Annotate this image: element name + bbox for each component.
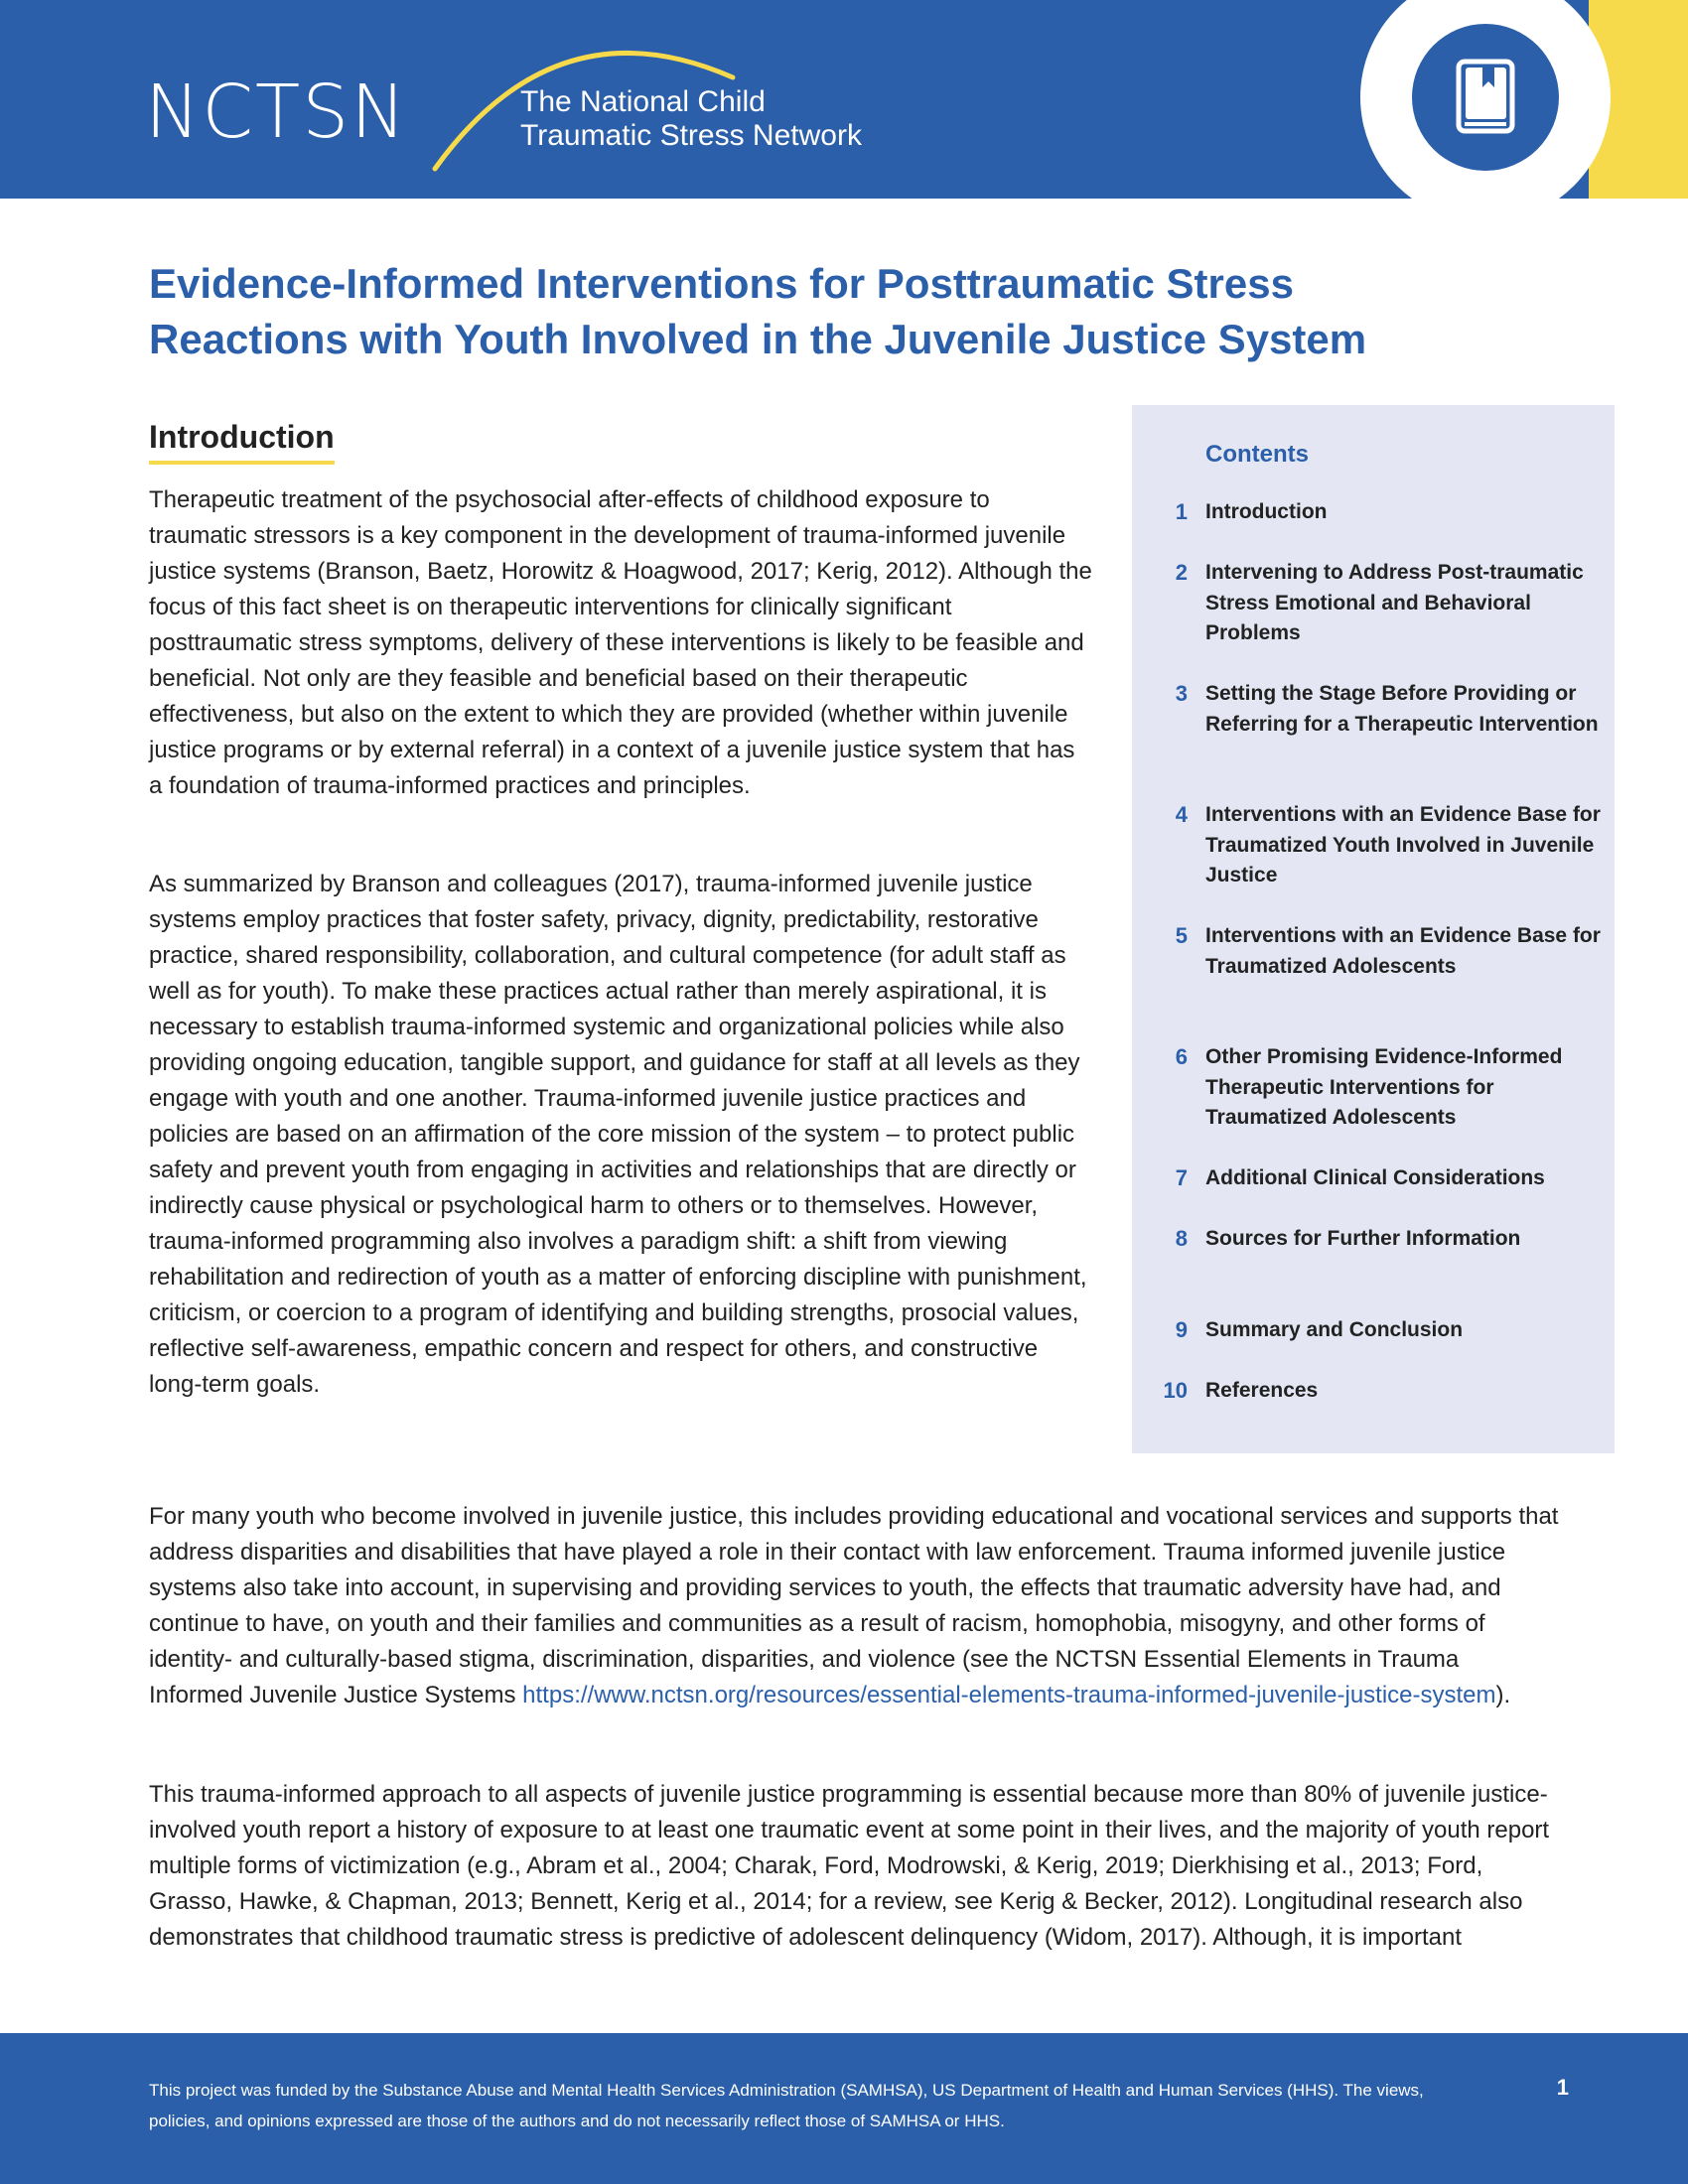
essential-elements-link[interactable]: https://www.nctsn.org/resources/essential-elements-trauma-informed-juvenile-justice-system [522, 1682, 1496, 1708]
page-title-line2: Reactions with Youth Involved in the Juvenile Justice System [149, 316, 1367, 362]
toc-number: 5 [1175, 923, 1188, 948]
intro-paragraph-2: As summarized by Branson and colleagues (2017), trauma-informed juvenile justice systems employ practices that foster safety, privacy, dignity, predictability, restorative practice, shared responsibility, collaboration, and cultural competence (for adult staff as well as for youth). To make these practices actual rather than merely aspirational, it is necessary to establish trauma-informed systemic and organizational policies while also providing ongoing education, tangible support, and guidance for staff at all levels as they engage with youth and one another. Trauma-informed juvenile justice practices and policies are based on an affirmation of the core mission of the system – to protect public safety and prevent youth from engaging in activities and relationships that are directly or indirectly cause physical or psychological harm to others or to themselves. However, trauma-informed programming also involves a paradigm shift: a shift from viewing rehabilitation and redirection of youth as a matter of enforcing discipline with punishment, criticism, or coercion to a program of identifying and building strengths, prosocial values, reflective self-awareness, empathic concern and respect for others, and constructive long-term goals. [149, 871, 1087, 1398]
introduction-heading: Introduction [149, 417, 335, 465]
toc-label: Other Promising Evidence-Informed Therapeutic Interventions for Traumatized Adolescents [1205, 1045, 1563, 1129]
page-footer [0, 2033, 1688, 2184]
toc-label: Intervening to Address Post-traumatic Stress Emotional and Behavioral Problems [1205, 561, 1584, 644]
paragraph-3-text: For many youth who become involved in juvenile justice, this includes providing educational and vocational services and supports that address disparities and disabilities that have played a role in their contact with law enforcement. Trauma informed juvenile justice systems also take into account, in supervising and providing services to youth, the effects that traumatic adversity have had, and continue to have, on youth and their families and communities as a result of racism, homophobia, misogyny, and other forms of identity- and culturally-based stigma, discrimination, disparities, and violence (see the NCTSN Essential Elements in Trauma Informed Juvenile Justice Systems [149, 1503, 1559, 1708]
toc-number: 4 [1175, 802, 1188, 827]
toc-label: Additional Clinical Considerations [1205, 1166, 1545, 1189]
paragraph-3-tail: ). [1495, 1682, 1511, 1708]
contents-title: Contents [1205, 441, 1309, 468]
page-header [0, 0, 1688, 199]
logo-acronym: NCTSN [145, 69, 408, 155]
page-title-line1: Evidence-Informed Interventions for Posttraumatic Stress [149, 260, 1294, 307]
toc-label: Interventions with an Evidence Base for Traumatized Youth Involved in Juvenile Justice [1205, 803, 1601, 887]
intro-paragraph-4: This trauma-informed approach to all aspects of juvenile justice programming is essential because more than 80% of juvenile justice-involved youth report a history of exposure to at least one traumatic event at some point in their lives, and the majority of youth report multiple forms of victimization (e.g., Abram et al., 2004; Charak, Ford, Modrowski, & Kerig, 2019; Dierkhising et al., 2013; Ford, Grasso, Hawke, & Chapman, 2013; Bennett, Kerig et al., 2014; for a review, see Kerig & Becker, 2012). Longitudinal research also demonstrates that childhood traumatic stress is predictive of adolescent delinquency (Widom, 2017). Although, it is important [149, 1781, 1550, 1951]
book-icon [1453, 58, 1518, 137]
intro-paragraph-3 [149, 1499, 1559, 1713]
toc-number: 2 [1175, 560, 1188, 585]
toc-number: 10 [1163, 1378, 1188, 1403]
toc-number: 1 [1175, 499, 1188, 524]
intro-paragraph-1: Therapeutic treatment of the psychosocial after-effects of childhood exposure to traumatic stressors is a key component in the development of trauma-informed juvenile justice systems (Branson, Baetz, Horowitz & Hoagwood, 2017; Kerig, 2012). Although the focus of this fact sheet is on therapeutic interventions for clinically significant posttraumatic stress symptoms, delivery of these interventions is likely to be feasible and beneficial. Not only are they feasible and beneficial based on their therapeutic effectiveness, but also on the extent to which they are provided (whether within juvenile justice programs or by external referral) in a context of a juvenile justice system that has a foundation of trauma-informed practices and principles. [149, 486, 1092, 799]
contents-box [1132, 405, 1615, 1453]
toc-label: Introduction [1205, 500, 1328, 523]
toc-number: 7 [1175, 1165, 1188, 1190]
logo-org-name-line1: The National Child [520, 85, 766, 118]
toc-label: References [1205, 1379, 1319, 1402]
logo-org-name [520, 85, 862, 153]
funding-disclaimer: This project was funded by the Substance Abuse and Mental Health Services Administration (SAMHSA), US Department of Health and Human Services (HHS). The views, policies, and opinions expressed are those of the authors and do not necessarily reflect those of SAMHSA or HHS. [149, 2081, 1424, 2130]
page-title [149, 256, 1559, 367]
toc-number: 6 [1175, 1044, 1188, 1069]
toc-label: Summary and Conclusion [1205, 1318, 1464, 1341]
page-number: 1 [1556, 2075, 1569, 2100]
toc-number: 9 [1175, 1317, 1188, 1342]
toc-number: 8 [1175, 1226, 1188, 1251]
toc-label: Interventions with an Evidence Base for Traumatized Adolescents [1205, 924, 1601, 978]
toc-label: Setting the Stage Before Providing or Referring for a Therapeutic Intervention [1205, 682, 1599, 736]
toc-label: Sources for Further Information [1205, 1227, 1521, 1250]
logo-org-name-line2: Traumatic Stress Network [520, 119, 862, 152]
toc-number: 3 [1175, 681, 1188, 706]
